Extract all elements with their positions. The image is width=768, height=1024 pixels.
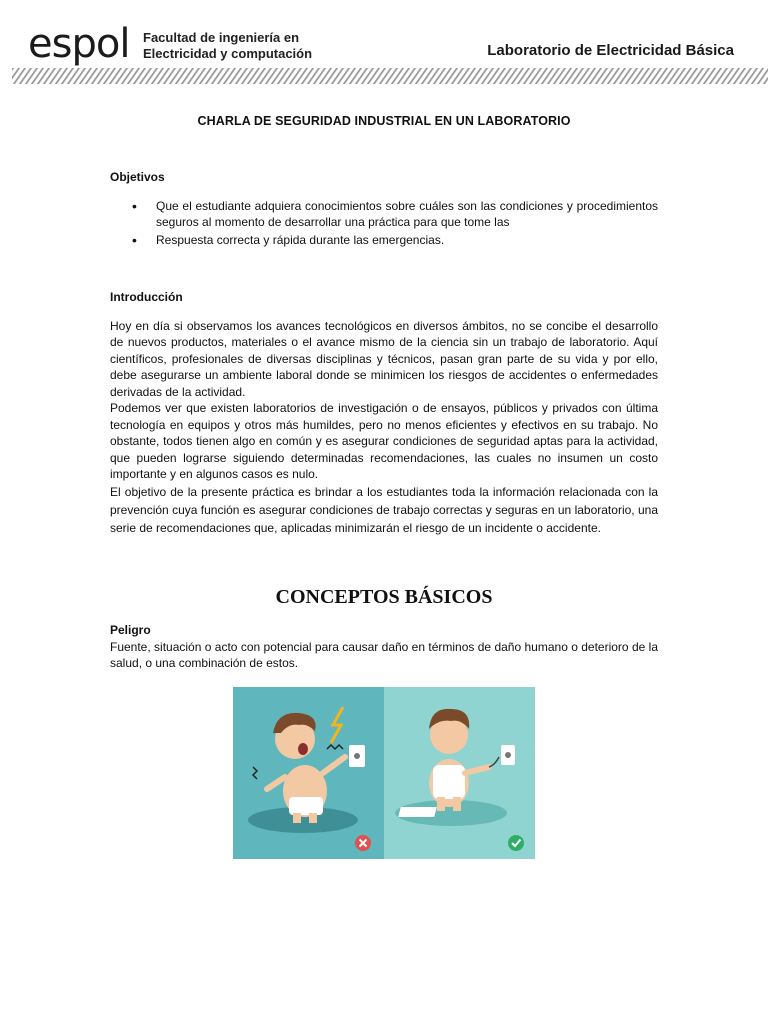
- introduction-paragraph-3: El objetivo de la presente práctica es brindar a los estudiantes toda la información relacionada con la prevención cuya función es asegurar condiciones de trabajo correctas y seguras en un laboratorio, una serie de recomendaciones que, aplicadas minimizarán el riesgo de un incidente o accidente.: [110, 484, 658, 535]
- introduction-paragraph-2: Podemos ver que existen laboratorios de investigación o de ensayos, públicos y privados con última tecnología en equipos y otros más humildes, pero no menos eficientes y efectivos en su trabajo. No obstante, todos tienen algo en común y es asegurar condiciones de seguridad aptas para la actividad, que pueden lograrse siguiendo determinadas recomendaciones, las cuales no insumen un costo importante y en algunos casos es nulo.: [110, 401, 658, 481]
- peligro-section: [110, 622, 658, 672]
- introduction-paragraph-1: Hoy en día si observamos los avances tecnológicos en diversos ámbitos, no se concibe el desarrollo de nuevos productos, materiales o el avance mismo de la ciencia sin un trabajo de laboratorio. Aquí científicos, profesionales de diversas disciplinas y técnicos, pasan gran parte de su vida y por ello, debe asegurarse un ambiente laboral donde se minimicen los riesgos de accidentes o enfermedades derivadas de la actividad.: [110, 318, 658, 399]
- document-title: CHARLA DE SEGURIDAD INDUSTRIAL EN UN LABORATORIO: [197, 114, 571, 128]
- page-header: [0, 0, 768, 86]
- faculty-name: [143, 30, 312, 62]
- faculty-line-1: Facultad de ingeniería en: [143, 30, 300, 45]
- objectives-list: [110, 198, 658, 249]
- introduction-section: [110, 289, 658, 537]
- electrical-safety-illustration: [233, 687, 535, 859]
- faculty-line-2: Electricidad y computación: [143, 46, 313, 61]
- lab-name: Laboratorio de Electricidad Básica: [487, 42, 734, 59]
- introduction-body: [110, 318, 658, 537]
- concepts-heading: CONCEPTOS BÁSICOS: [275, 586, 493, 608]
- introduction-heading: Introducción: [110, 290, 183, 304]
- wrong-mark-icon: [355, 835, 371, 851]
- espol-logo: espol: [28, 21, 130, 67]
- objectives-section: [110, 169, 658, 248]
- objective-item-2: • Respuesta correcta y rápida durante las emergencias.: [110, 232, 658, 249]
- peligro-heading: Peligro: [110, 623, 151, 637]
- objective-item-1: • Que el estudiante adquiera conocimientos sobre cuáles son las condiciones y procedimientos seguros al momento de desarrollar una práctica para que tome las: [110, 198, 658, 231]
- objectives-heading: Objetivos: [110, 170, 165, 184]
- peligro-definition: Fuente, situación o acto con potencial para causar daño en términos de daño humano o deterioro de la salud, o una combinación de estos.: [110, 639, 658, 670]
- check-mark-icon: [508, 835, 524, 851]
- header-stripe-divider: [12, 68, 768, 84]
